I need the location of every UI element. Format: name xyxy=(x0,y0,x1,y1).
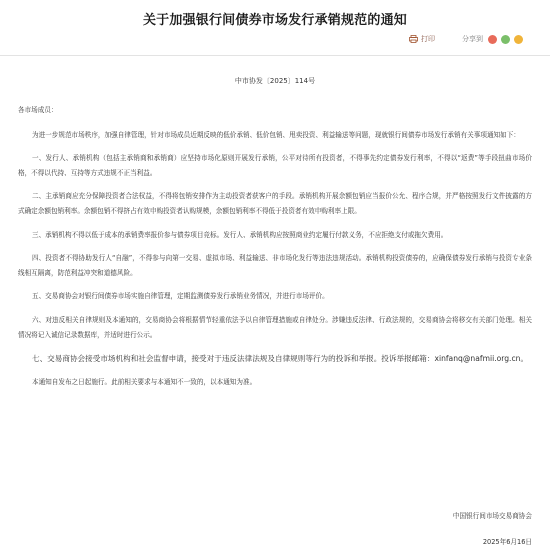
print-label: 打印 xyxy=(421,35,435,43)
item-paragraph: 一、发行人、承销机构（包括主承销商和承销商）应坚持市场化原则开展发行承销，公平对待所有投资者，不得事先约定债券发行利率，不得以“返费”等手段扭曲市场价格，不得以代持、互持等方式违规不正当利益。 xyxy=(18,154,532,177)
document-body xyxy=(18,103,532,398)
item-paragraph: 四、投资者不得协助发行人“自融”，不得参与向第一交易、虚拟市场、利益输送、非市场化发行等违法违规活动。承销机构投资债券的，应确保债券发行承销与投资专业条线相互隔离，防范利益冲突和道德风险。 xyxy=(18,254,532,277)
item-paragraph: 七、交易商协会接受市场机构和社会监督申请，接受对于违反法律法规及自律规则等行为的投诉和举报。投诉举报邮箱：xinfanq@nafmii.org.cn。 xyxy=(32,354,529,364)
item-paragraph: 二、主承销商应充分保障投资者合法权益，不得将包销安排作为主动投资者获客户的手段。承销机构开展余额包销应当报价公允、程序合规，并严格按照发行文件披露的方式确定余额包销利率。余额包销不得挤占有效申购投资者认购规模，余额包销利率不得低于投资者有效申购利率上限。 xyxy=(18,192,532,215)
item-paragraph: 三、承销机构不得以低于成本的承销费率报价参与债券项目竞标。发行人、承销机构应按照商业约定履行付款义务，不应拒绝支付或拖欠费用。 xyxy=(32,230,448,239)
signature-date: 2025年6月16日 xyxy=(482,538,532,546)
qzone-icon[interactable] xyxy=(514,35,523,44)
wechat-icon[interactable] xyxy=(501,35,510,44)
share-label: 分享到 xyxy=(462,35,483,43)
signature-org: 中国银行间市场交易商协会 xyxy=(452,512,532,520)
document-number: 中市协发〔2025〕114号 xyxy=(234,77,316,85)
salutation: 各市场成员： xyxy=(18,106,58,114)
printer-icon xyxy=(409,35,418,43)
share-bar xyxy=(462,34,523,44)
toolbar xyxy=(0,34,550,48)
intro-paragraph: 为进一步规范市场秩序，加强自律管理，针对市场成员近期反映的低价承销、低价包销、甩卖投资、利益输送等问题，现就银行间债券市场发行承销有关事项通知如下： xyxy=(32,130,520,139)
header-divider xyxy=(0,55,550,56)
page-title: 关于加强银行间债券市场发行承销规范的通知 xyxy=(142,13,407,28)
closing-paragraph: 本通知自发布之日起施行。此前相关要求与本通知不一致的，以本通知为准。 xyxy=(32,378,257,387)
item-paragraph: 五、交易商协会对银行间债券市场实施自律管理，定期监测债券发行承销业务情况，并进行市场评价。 xyxy=(32,292,329,301)
weibo-icon[interactable] xyxy=(488,35,497,44)
print-button[interactable] xyxy=(409,34,435,44)
item-paragraph: 六、对违反相关自律规则及本通知的，交易商协会将根据情节轻重依法予以自律管理措施或自律处分。涉嫌违反法律、行政法规的，交易商协会将移交有关部门处理。相关情况将记入诚信记录数据库，并适时进行公示。 xyxy=(18,315,532,339)
